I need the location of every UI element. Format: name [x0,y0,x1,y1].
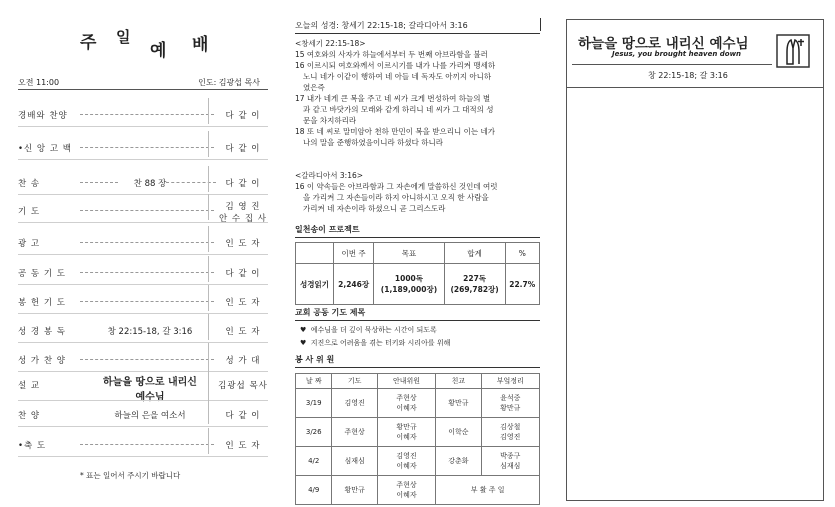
order-row [18,349,268,369]
table-cell [444,264,505,305]
order-item-leader-text: 인 도 자 [225,298,261,308]
table-cell [296,476,332,505]
table-header: 날 짜 [296,374,332,389]
table-cell: 성경읽기 [296,264,334,305]
order-item-leader-text: 인 도 자 [225,327,261,337]
galatians-passage [295,181,540,214]
row-divider [18,400,268,401]
column-divider [208,368,209,398]
order-item-label: 성 가 찬 양 [18,356,66,366]
table-header: % [505,243,539,264]
order-row [18,137,268,157]
table-cell [377,389,435,418]
cell-text: 황만규 [396,423,417,431]
table-cell [332,476,377,505]
order-row [18,404,268,424]
leader-dots [80,444,214,445]
divider [18,89,268,90]
cell-text: 이혜자 [396,404,417,412]
table-cell [332,447,377,476]
table-row [296,476,540,505]
order-item-detail [80,373,220,403]
order-item-detail [80,177,220,189]
order-item-label: •신 앙 고 백 [18,144,72,154]
divider [566,87,823,88]
leader-dots [80,301,214,302]
order-item-leader [218,109,268,121]
order-row [18,262,268,282]
leader-dots [80,359,214,360]
cell-text: 황만규 [344,486,365,494]
service-title [70,26,250,60]
table-header: 친교 [436,374,481,389]
service-time-bar [18,77,268,88]
order-item-leader-text: 인 도 자 [225,239,261,249]
table-cell [374,264,444,305]
table-cell [296,389,332,418]
cell-text: 3/26 [305,428,322,436]
order-item-label: 경배와 찬양 [18,111,68,121]
cell-text: 심재심 [500,462,521,470]
order-item-leader [218,439,268,451]
order-item-leader-title: 안 수 집 사 [219,214,267,224]
row-divider [18,254,268,255]
service-committee-heading: 봉 사 위 원 [295,354,540,368]
prayer-text: 지진으로 어려움을 겪는 터키와 시리아를 위해 [310,339,451,347]
column-divider [208,398,209,424]
order-item-label: 성 경 봉 독 [18,327,66,337]
cell-text: 박종구 [500,452,521,460]
order-item-leader-text: 김광섭 목사 [218,381,268,391]
column-divider [208,314,209,340]
total-value: 227독 [463,274,487,283]
row-divider [18,284,268,285]
cell-text: 김영진 [344,399,365,407]
standing-footnote: * 표는 일어서 주시기 바랍니다 [80,471,181,480]
leader-dots [80,242,214,243]
list-item [300,325,437,335]
table-cell [436,447,481,476]
row-divider [18,313,268,314]
order-item-leader [218,200,268,224]
verse-line: 였은즉 [303,83,325,92]
table-header: 부엌정리 [481,374,540,389]
column-divider [208,194,209,220]
verse-line: 나의 말을 준행하였음이니라 하셨다 하니라 [303,138,443,147]
verse-line: 노니 네가 이같이 행하여 네 아들 네 독자도 아끼지 아니하 [303,72,492,81]
table-header: 목표 [374,243,444,264]
order-item-label: 공 동 기 도 [18,269,66,279]
verse-line: 15 여호와의 사자가 하늘에서부터 두 번째 아브라함을 불러 [295,50,488,59]
heart-bullet-icon: ♥ [300,326,307,334]
cell-text: 이혜자 [396,433,417,441]
order-item-leader [218,267,268,279]
verse-line: 18 또 네 씨로 말미암아 천하 만민이 복을 받으리니 이는 네가 [295,127,496,136]
cell-text: 윤석중 [500,394,521,402]
cell-text: 강춘화 [448,457,469,465]
cell-text: 이혜자 [396,491,417,499]
order-row [18,434,268,454]
order-item-leader-text: 다 같 이 [225,111,261,121]
cell-text: 김상철 [500,423,521,431]
order-item-leader-text: 다 같 이 [225,411,261,421]
order-item-label: 봉 헌 기 도 [18,298,66,308]
scripture-heading: 오늘의 성경: 창세기 22:15-18; 갈라디아서 3:16 [295,20,540,34]
divider [572,64,772,65]
column-divider [208,166,209,192]
cell-text: 이학순 [448,428,469,436]
order-row [18,320,268,340]
table-cell: 2,246장 [333,264,373,305]
list-item [300,338,450,348]
order-item-leader-text: 김 영 진 [225,202,261,212]
goal-pages: (1,189,000장) [380,285,438,294]
row-divider [18,371,268,372]
cell-text: 주현상 [396,394,417,402]
order-row [18,172,268,192]
table-header: 기도 [332,374,377,389]
sermon-subtitle: Jesus, you brought heaven down [612,50,742,58]
cell-text: 황만규 [448,399,469,407]
table-cell [377,418,435,447]
order-item-detail [80,409,220,421]
table-cell [332,389,377,418]
cell-text: 주현상 [396,481,417,489]
verse-line: 문을 차지하리라 [303,116,357,125]
verse-line: 16 이르시되 여호와께서 이르시기를 내가 나를 가리켜 맹세하 [295,61,496,70]
verse-line: 과 같고 바닷가의 모래와 같게 하리니 네 씨가 그 대적의 성 [303,105,494,114]
table-cell [481,389,540,418]
service-leader: 인도: 김광섭 목사 [198,78,260,87]
table-cell [296,447,332,476]
order-item-detail-text: 창 22:15-18, 갈 3:16 [107,327,193,337]
verse-line: 16 이 약속들은 아브라함과 그 자손에게 말씀하신 것인데 여럿 [295,182,498,191]
order-item-leader [218,325,268,337]
total-pages: (269,782장) [450,285,499,294]
prayer-heading: 교회 공동 기도 제목 [295,307,540,321]
table-cell [436,476,540,505]
title-char: 예 [150,41,167,61]
column-divider [208,343,209,369]
table-cell [377,447,435,476]
reading-table [295,242,540,305]
table-cell [332,418,377,447]
cell-text: 김영진 [500,433,521,441]
table-cell [377,476,435,505]
row-divider [18,222,268,223]
leader-dots [80,210,214,211]
order-item-label: 찬 양 [18,411,41,421]
order-row [18,374,268,403]
order-item-label: 설 교 [18,381,41,391]
order-item-label: 기 도 [18,207,41,217]
leader-dots [80,272,214,273]
title-char: 배 [192,35,209,55]
row-divider [18,426,268,427]
table-header: 안내위원 [377,374,435,389]
table-header [296,243,334,264]
order-row [18,232,268,252]
order-item-leader-text: 성 가 대 [225,356,261,366]
order-item-leader [218,296,268,308]
order-item-label: 찬 송 [18,179,41,189]
sermon-reference: 창 22:15-18; 갈 3:16 [648,71,728,80]
order-row [18,291,268,311]
cell-text: 4/9 [308,486,320,494]
order-item-label: 광 고 [18,239,41,249]
genesis-reference: <창세기 22:15-18> [295,39,366,48]
service-time: 오전 11:00 [18,78,60,87]
leader-dots [80,114,214,115]
column-divider [208,428,209,454]
order-item-leader-text: 다 같 이 [225,144,261,154]
table-row [296,389,540,418]
row-divider [18,126,268,127]
genesis-passage [295,49,540,148]
row-divider [18,194,268,195]
goal-value: 1000독 [394,274,424,283]
table-header: 이번 주 [333,243,373,264]
table-cell [296,418,332,447]
verse-line: 을 가리켜 그 자손들이라 하지 아니하시고 오직 한 사람을 [303,193,489,202]
sermon-title: 하늘을 땅으로 내리신 예수님 [578,36,749,52]
column-divider [208,98,209,124]
order-row [18,104,268,124]
prayer-text: 예수님을 더 깊이 묵상하는 시간이 되도록 [310,326,437,334]
order-item-leader [218,237,268,249]
column-divider [208,285,209,311]
table-cell: 22.7% [505,264,539,305]
row-divider [18,456,268,457]
order-item-detail-text: 예수님 [135,392,165,403]
divider [540,18,541,31]
row-divider [18,159,268,160]
order-item-leader-text: 다 같 이 [225,179,261,189]
cell-text: 주현상 [344,428,365,436]
verse-line: 17 내가 네게 큰 복을 주고 네 씨가 크게 번성하여 하늘의 별 [295,94,491,103]
cell-text: 이혜자 [396,462,417,470]
leader-dots [80,147,214,148]
order-item-leader [218,142,268,154]
praying-hands-icon [776,34,810,68]
table-row [296,418,540,447]
order-item-leader [218,409,268,421]
order-item-label: •축 도 [18,441,47,451]
order-item-leader-text: 다 같 이 [225,269,261,279]
order-item-detail [80,325,220,337]
column-divider [208,256,209,282]
order-item-leader [218,177,268,189]
cell-text: 4/2 [308,457,320,465]
column-divider [208,131,209,157]
heart-bullet-icon: ♥ [300,339,307,347]
table-cell [481,447,540,476]
title-char: 주 [80,33,97,53]
cell-text: 황만규 [500,404,521,412]
title-char: 일 [116,28,131,46]
order-row [18,200,268,224]
service-table [295,373,540,505]
order-item-leader-text: 인 도 자 [225,441,261,451]
cell-text: 부 활 주 일 [470,486,505,494]
galatians-reference: <갈라디아서 3:16> [295,171,364,180]
row-divider [18,342,268,343]
table-header: 합계 [444,243,505,264]
order-item-detail-text: 찬 88 장 [133,179,167,189]
reading-project-heading: 일천송이 프로젝트 [295,224,540,238]
order-item-leader [218,379,268,391]
cell-text: 3/19 [305,399,322,407]
sermon-notes-box [566,19,824,501]
cell-text: 심재심 [344,457,365,465]
cell-text: 김영진 [396,452,417,460]
table-cell [481,418,540,447]
order-item-detail-text: 하늘의 은을 여소서 [114,411,186,421]
verse-line: 가리켜 네 자손이라 하셨으니 곧 그리스도라 [303,204,446,213]
table-row [296,447,540,476]
order-item-leader [218,354,268,366]
order-item-detail-text: 하늘을 땅으로 내리신 [103,377,197,388]
column-divider [208,226,209,252]
table-cell [436,389,481,418]
table-cell [436,418,481,447]
